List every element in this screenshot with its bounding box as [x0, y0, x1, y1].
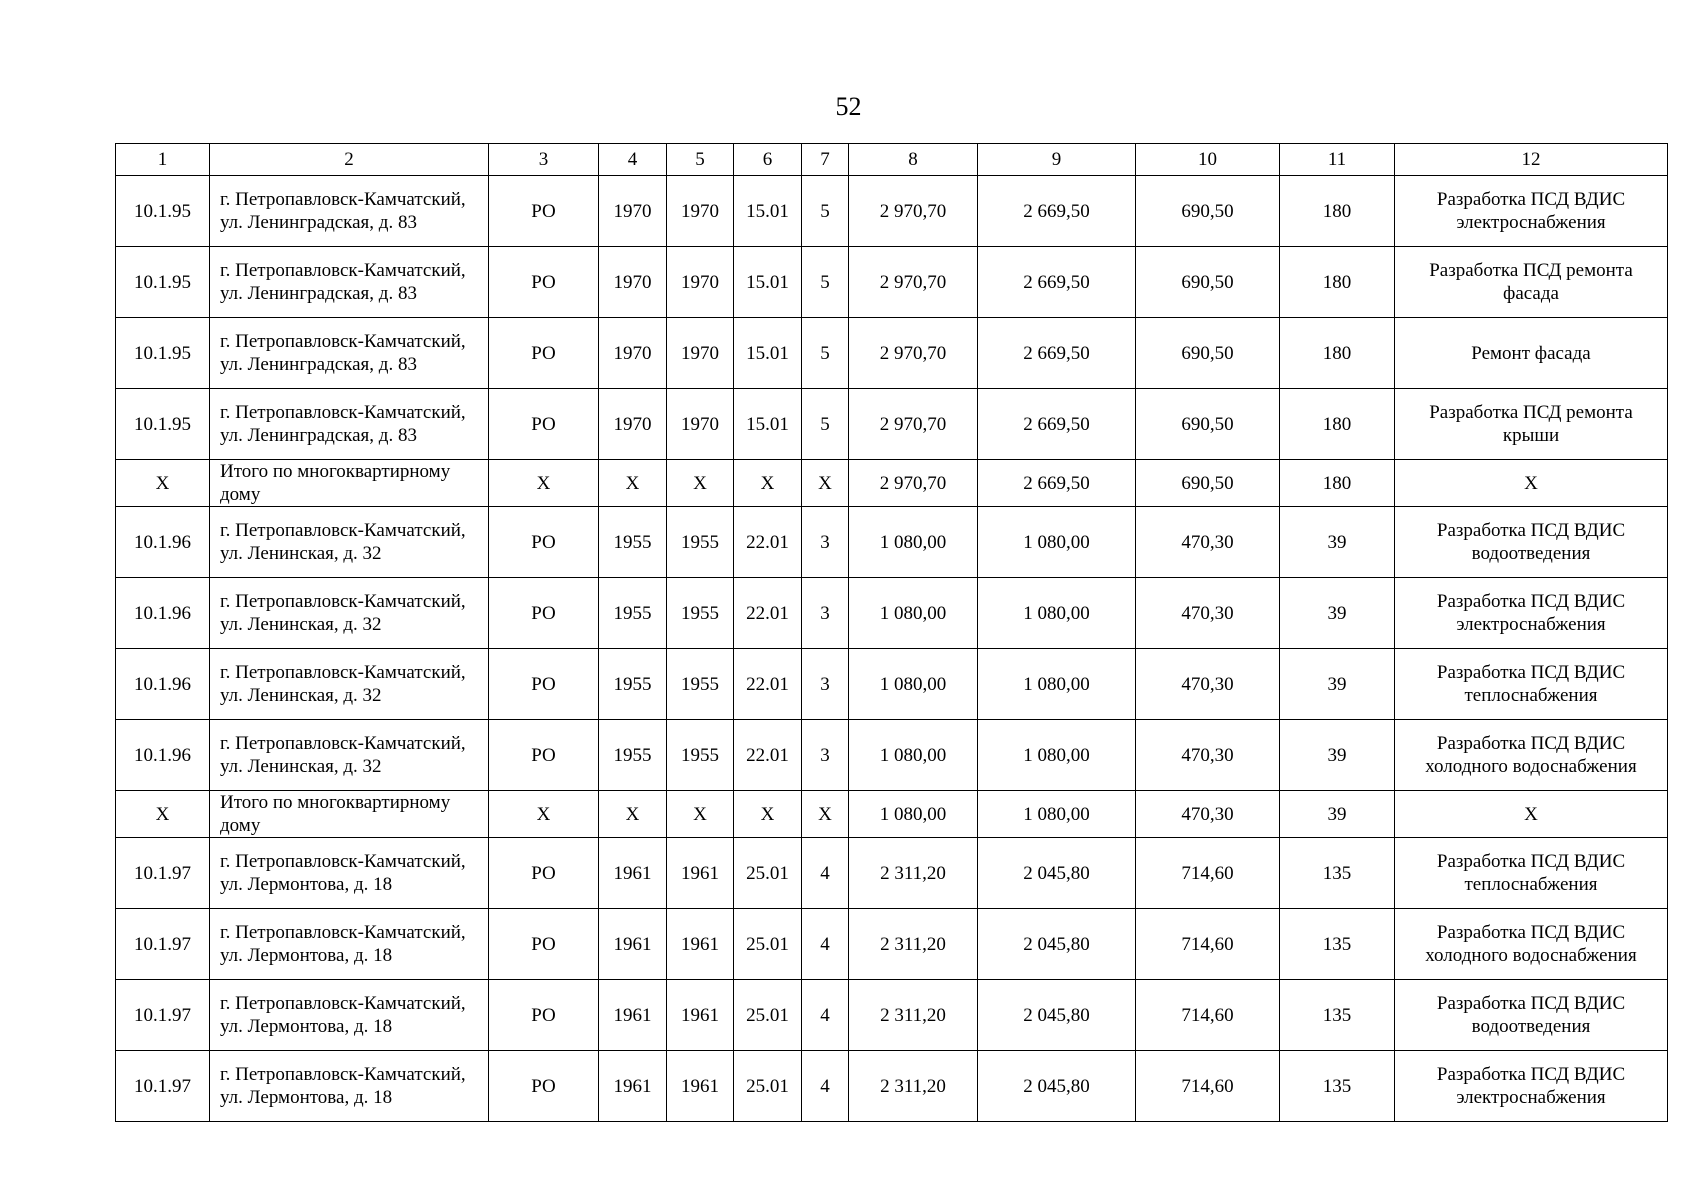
- residents-cell: 39: [1280, 791, 1395, 838]
- address-cell: Итого по многоквартирному дому: [210, 791, 489, 838]
- living-area-cell: 2 669,50: [978, 460, 1136, 507]
- residents-cell: 180: [1280, 318, 1395, 389]
- item-number-cell: 10.1.95: [116, 247, 210, 318]
- address-cell: г. Петропавловск-Камчатский, ул. Лермонтова, д. 18: [210, 1051, 489, 1122]
- table-row: [116, 980, 1668, 1051]
- floors-cell: 5: [802, 247, 849, 318]
- year-built-cell: 1961: [599, 909, 667, 980]
- table-row: [116, 507, 1668, 578]
- nonliving-area-cell: 690,50: [1136, 389, 1280, 460]
- floors-cell: 5: [802, 389, 849, 460]
- total-area-cell: 2 311,20: [849, 909, 978, 980]
- item-number-cell: 10.1.97: [116, 1051, 210, 1122]
- year-commissioned-cell: 1970: [667, 318, 734, 389]
- floors-cell: 4: [802, 909, 849, 980]
- living-area-cell: 1 080,00: [978, 791, 1136, 838]
- housing-repair-table: [115, 143, 1668, 1122]
- owner-type-cell: РО: [489, 838, 599, 909]
- total-area-cell: 2 311,20: [849, 980, 978, 1051]
- living-area-cell: 2 669,50: [978, 247, 1136, 318]
- floors-cell: 3: [802, 720, 849, 791]
- nonliving-area-cell: 714,60: [1136, 1051, 1280, 1122]
- work-type-cell: Разработка ПСД ВДИС теплоснабжения: [1395, 649, 1668, 720]
- work-type-cell: Разработка ПСД ВДИС водоотведения: [1395, 980, 1668, 1051]
- year-built-cell: 1961: [599, 1051, 667, 1122]
- residents-cell: 180: [1280, 176, 1395, 247]
- column-header: 10: [1136, 144, 1280, 176]
- work-type-cell: Разработка ПСД ВДИС электроснабжения: [1395, 578, 1668, 649]
- table-row: [116, 318, 1668, 389]
- nonliving-area-cell: 470,30: [1136, 720, 1280, 791]
- total-row: [116, 791, 1668, 838]
- living-area-cell: 2 045,80: [978, 838, 1136, 909]
- table-row: [116, 578, 1668, 649]
- address-cell: Итого по многоквартирному дому: [210, 460, 489, 507]
- year-built-cell: 1970: [599, 247, 667, 318]
- nonliving-area-cell: 470,30: [1136, 578, 1280, 649]
- total-area-cell: 2 970,70: [849, 460, 978, 507]
- floors-cell: Х: [802, 460, 849, 507]
- year-built-cell: 1961: [599, 838, 667, 909]
- residents-cell: 39: [1280, 720, 1395, 791]
- floors-cell: 4: [802, 838, 849, 909]
- table-row: [116, 176, 1668, 247]
- owner-type-cell: РО: [489, 720, 599, 791]
- table-row: [116, 649, 1668, 720]
- year-commissioned-cell: Х: [667, 791, 734, 838]
- living-area-cell: 1 080,00: [978, 649, 1136, 720]
- year-commissioned-cell: 1970: [667, 176, 734, 247]
- column-header: 4: [599, 144, 667, 176]
- floors-cell: 3: [802, 578, 849, 649]
- work-type-cell: Разработка ПСД ВДИС холодного водоснабжения: [1395, 909, 1668, 980]
- nonliving-area-cell: 714,60: [1136, 980, 1280, 1051]
- code-cell: 22.01: [734, 720, 802, 791]
- nonliving-area-cell: 470,30: [1136, 507, 1280, 578]
- address-cell: г. Петропавловск-Камчатский, ул. Ленинская, д. 32: [210, 649, 489, 720]
- address-cell: г. Петропавловск-Камчатский, ул. Ленинградская, д. 83: [210, 247, 489, 318]
- code-cell: Х: [734, 791, 802, 838]
- column-header: 12: [1395, 144, 1668, 176]
- year-commissioned-cell: 1961: [667, 909, 734, 980]
- work-type-cell: Разработка ПСД ремонта крыши: [1395, 389, 1668, 460]
- code-cell: 25.01: [734, 1051, 802, 1122]
- living-area-cell: 1 080,00: [978, 578, 1136, 649]
- year-built-cell: 1955: [599, 649, 667, 720]
- floors-cell: 3: [802, 649, 849, 720]
- year-built-cell: 1970: [599, 318, 667, 389]
- code-cell: 15.01: [734, 318, 802, 389]
- work-type-cell: Разработка ПСД ВДИС теплоснабжения: [1395, 838, 1668, 909]
- year-commissioned-cell: 1961: [667, 838, 734, 909]
- nonliving-area-cell: 470,30: [1136, 791, 1280, 838]
- year-built-cell: 1970: [599, 176, 667, 247]
- column-header: 8: [849, 144, 978, 176]
- nonliving-area-cell: 714,60: [1136, 909, 1280, 980]
- item-number-cell: 10.1.97: [116, 980, 210, 1051]
- residents-cell: 39: [1280, 649, 1395, 720]
- code-cell: 15.01: [734, 389, 802, 460]
- residents-cell: 39: [1280, 507, 1395, 578]
- year-built-cell: 1970: [599, 389, 667, 460]
- year-commissioned-cell: 1955: [667, 578, 734, 649]
- address-cell: г. Петропавловск-Камчатский, ул. Лермонтова, д. 18: [210, 838, 489, 909]
- item-number-cell: Х: [116, 460, 210, 507]
- item-number-cell: 10.1.97: [116, 909, 210, 980]
- nonliving-area-cell: 690,50: [1136, 460, 1280, 507]
- total-area-cell: 1 080,00: [849, 791, 978, 838]
- address-cell: г. Петропавловск-Камчатский, ул. Ленинская, д. 32: [210, 720, 489, 791]
- total-area-cell: 2 970,70: [849, 318, 978, 389]
- total-area-cell: 1 080,00: [849, 507, 978, 578]
- work-type-cell: Разработка ПСД ВДИС электроснабжения: [1395, 1051, 1668, 1122]
- table-row: [116, 720, 1668, 791]
- living-area-cell: 1 080,00: [978, 507, 1136, 578]
- address-cell: г. Петропавловск-Камчатский, ул. Ленинградская, д. 83: [210, 318, 489, 389]
- owner-type-cell: Х: [489, 460, 599, 507]
- address-cell: г. Петропавловск-Камчатский, ул. Ленинская, д. 32: [210, 578, 489, 649]
- code-cell: 22.01: [734, 578, 802, 649]
- year-built-cell: 1955: [599, 578, 667, 649]
- floors-cell: 3: [802, 507, 849, 578]
- column-header: 11: [1280, 144, 1395, 176]
- residents-cell: 135: [1280, 838, 1395, 909]
- address-cell: г. Петропавловск-Камчатский, ул. Ленинская, д. 32: [210, 507, 489, 578]
- year-commissioned-cell: Х: [667, 460, 734, 507]
- table-row: [116, 838, 1668, 909]
- total-area-cell: 2 970,70: [849, 176, 978, 247]
- nonliving-area-cell: 714,60: [1136, 838, 1280, 909]
- column-header: 3: [489, 144, 599, 176]
- page-number: 52: [835, 92, 862, 121]
- owner-type-cell: РО: [489, 318, 599, 389]
- nonliving-area-cell: 690,50: [1136, 318, 1280, 389]
- total-area-cell: 1 080,00: [849, 720, 978, 791]
- residents-cell: 135: [1280, 980, 1395, 1051]
- address-cell: г. Петропавловск-Камчатский, ул. Лермонтова, д. 18: [210, 980, 489, 1051]
- code-cell: 25.01: [734, 980, 802, 1051]
- year-commissioned-cell: 1970: [667, 247, 734, 318]
- table-row: [116, 909, 1668, 980]
- floors-cell: Х: [802, 791, 849, 838]
- year-built-cell: Х: [599, 460, 667, 507]
- owner-type-cell: РО: [489, 507, 599, 578]
- year-commissioned-cell: 1955: [667, 720, 734, 791]
- address-cell: г. Петропавловск-Камчатский, ул. Ленинградская, д. 83: [210, 389, 489, 460]
- nonliving-area-cell: 470,30: [1136, 649, 1280, 720]
- work-type-cell: Разработка ПСД ВДИС холодного водоснабжения: [1395, 720, 1668, 791]
- floors-cell: 4: [802, 980, 849, 1051]
- residents-cell: 180: [1280, 460, 1395, 507]
- code-cell: 22.01: [734, 507, 802, 578]
- residents-cell: 135: [1280, 909, 1395, 980]
- floors-cell: 5: [802, 318, 849, 389]
- nonliving-area-cell: 690,50: [1136, 176, 1280, 247]
- code-cell: 22.01: [734, 649, 802, 720]
- code-cell: Х: [734, 460, 802, 507]
- column-header: 5: [667, 144, 734, 176]
- column-header: 7: [802, 144, 849, 176]
- item-number-cell: Х: [116, 791, 210, 838]
- code-cell: 25.01: [734, 838, 802, 909]
- living-area-cell: 2 045,80: [978, 909, 1136, 980]
- work-type-cell: Х: [1395, 460, 1668, 507]
- address-cell: г. Петропавловск-Камчатский, ул. Ленинградская, д. 83: [210, 176, 489, 247]
- owner-type-cell: Х: [489, 791, 599, 838]
- floors-cell: 4: [802, 1051, 849, 1122]
- item-number-cell: 10.1.96: [116, 720, 210, 791]
- total-area-cell: 1 080,00: [849, 578, 978, 649]
- owner-type-cell: РО: [489, 1051, 599, 1122]
- total-area-cell: 2 311,20: [849, 838, 978, 909]
- owner-type-cell: РО: [489, 980, 599, 1051]
- year-commissioned-cell: 1955: [667, 649, 734, 720]
- year-commissioned-cell: 1961: [667, 980, 734, 1051]
- floors-cell: 5: [802, 176, 849, 247]
- address-cell: г. Петропавловск-Камчатский, ул. Лермонтова, д. 18: [210, 909, 489, 980]
- item-number-cell: 10.1.96: [116, 578, 210, 649]
- owner-type-cell: РО: [489, 578, 599, 649]
- total-area-cell: 2 970,70: [849, 389, 978, 460]
- column-header: 1: [116, 144, 210, 176]
- work-type-cell: Разработка ПСД ВДИС электроснабжения: [1395, 176, 1668, 247]
- year-commissioned-cell: 1970: [667, 389, 734, 460]
- year-built-cell: Х: [599, 791, 667, 838]
- item-number-cell: 10.1.96: [116, 507, 210, 578]
- item-number-cell: 10.1.95: [116, 176, 210, 247]
- column-header: 6: [734, 144, 802, 176]
- item-number-cell: 10.1.95: [116, 318, 210, 389]
- living-area-cell: 2 669,50: [978, 318, 1136, 389]
- living-area-cell: 1 080,00: [978, 720, 1136, 791]
- work-type-cell: Х: [1395, 791, 1668, 838]
- column-header: 2: [210, 144, 489, 176]
- item-number-cell: 10.1.97: [116, 838, 210, 909]
- item-number-cell: 10.1.96: [116, 649, 210, 720]
- code-cell: 15.01: [734, 247, 802, 318]
- total-area-cell: 2 311,20: [849, 1051, 978, 1122]
- total-area-cell: 1 080,00: [849, 649, 978, 720]
- column-number-row: [116, 144, 1668, 176]
- living-area-cell: 2 045,80: [978, 980, 1136, 1051]
- nonliving-area-cell: 690,50: [1136, 247, 1280, 318]
- work-type-cell: Разработка ПСД ВДИС водоотведения: [1395, 507, 1668, 578]
- total-row: [116, 460, 1668, 507]
- column-header: 9: [978, 144, 1136, 176]
- owner-type-cell: РО: [489, 909, 599, 980]
- living-area-cell: 2 669,50: [978, 389, 1136, 460]
- work-type-cell: Разработка ПСД ремонта фасада: [1395, 247, 1668, 318]
- living-area-cell: 2 045,80: [978, 1051, 1136, 1122]
- table-row: [116, 1051, 1668, 1122]
- code-cell: 15.01: [734, 176, 802, 247]
- living-area-cell: 2 669,50: [978, 176, 1136, 247]
- year-commissioned-cell: 1955: [667, 507, 734, 578]
- work-type-cell: Ремонт фасада: [1395, 318, 1668, 389]
- table-row: [116, 247, 1668, 318]
- item-number-cell: 10.1.95: [116, 389, 210, 460]
- total-area-cell: 2 970,70: [849, 247, 978, 318]
- owner-type-cell: РО: [489, 389, 599, 460]
- table-body: [116, 144, 1668, 1122]
- residents-cell: 135: [1280, 1051, 1395, 1122]
- year-built-cell: 1961: [599, 980, 667, 1051]
- year-built-cell: 1955: [599, 720, 667, 791]
- owner-type-cell: РО: [489, 176, 599, 247]
- residents-cell: 180: [1280, 247, 1395, 318]
- residents-cell: 39: [1280, 578, 1395, 649]
- year-commissioned-cell: 1961: [667, 1051, 734, 1122]
- owner-type-cell: РО: [489, 649, 599, 720]
- table-row: [116, 389, 1668, 460]
- code-cell: 25.01: [734, 909, 802, 980]
- residents-cell: 180: [1280, 389, 1395, 460]
- owner-type-cell: РО: [489, 247, 599, 318]
- year-built-cell: 1955: [599, 507, 667, 578]
